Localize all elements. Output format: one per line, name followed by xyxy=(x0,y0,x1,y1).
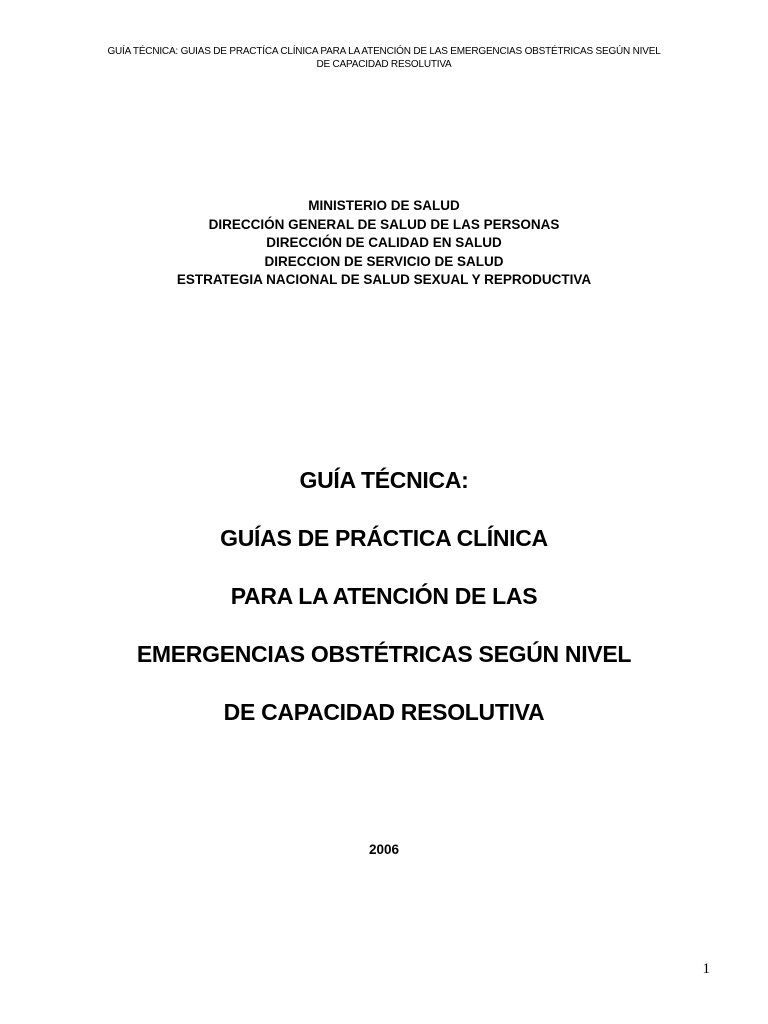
institution-ministry: MINISTERIO DE SALUD xyxy=(308,198,460,213)
running-header-line-2: DE CAPACIDAD RESOLUTIVA xyxy=(316,59,452,70)
title-line-1: GUÍA TÉCNICA: xyxy=(299,467,469,493)
publication-year: 2006 xyxy=(368,842,400,857)
institution-national-strategy: ESTRATEGIA NACIONAL DE SALUD SEXUAL Y REPRODUCTIVA xyxy=(176,272,592,287)
page-number: 1 xyxy=(702,961,710,977)
title-line-3: PARA LA ATENCIÓN DE LAS xyxy=(230,583,538,609)
running-header-line-1: GUÍA TÉCNICA: GUIAS DE PRACTÍCA CLÍNICA PARA LA ATENCIÓN DE LAS EMERGENCIAS OBSTÉTRICAS SEGÚN NIVEL xyxy=(107,46,661,57)
title-line-4: EMERGENCIAS OBSTÉTRICAS SEGÚN NIVEL xyxy=(136,641,632,667)
institution-service-directorate: DIRECCION DE SERVICIO DE SALUD xyxy=(264,253,504,269)
institution-quality-directorate: DIRECCIÓN DE CALIDAD EN SALUD xyxy=(266,235,502,250)
title-line-2: GUÍAS DE PRÁCTICA CLÍNICA xyxy=(220,525,548,551)
document-title xyxy=(40,466,728,756)
title-line-5: DE CAPACIDAD RESOLUTIVA xyxy=(223,699,545,725)
running-header xyxy=(60,45,708,71)
institutions-block xyxy=(60,197,708,290)
institution-general-directorate: DIRECCIÓN GENERAL DE SALUD DE LAS PERSONAS xyxy=(208,216,560,232)
